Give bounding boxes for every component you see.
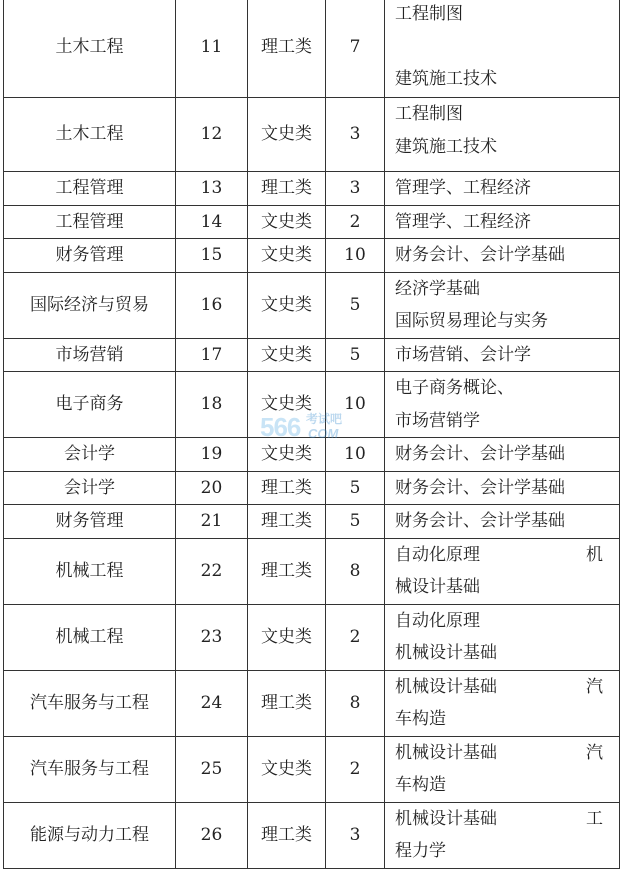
subject-text: 自动化原理 — [395, 544, 480, 565]
subject-line: 建筑施工技术 — [395, 136, 497, 157]
table-body — [4, 0, 620, 868]
subjects-cell — [385, 604, 620, 670]
subject-line — [395, 671, 603, 704]
subject-line: 市场营销、会计学 — [395, 344, 531, 365]
subject-text: 机械设计基础 — [395, 808, 497, 829]
code-cell: 25 — [176, 736, 248, 802]
subjects-cell — [385, 505, 620, 539]
table-row — [4, 205, 620, 239]
subject-line: 工程制图 — [395, 104, 463, 124]
subject-line: 程力学 — [395, 841, 446, 861]
major-cell: 土木工程 — [4, 98, 176, 172]
code-cell: 13 — [176, 172, 248, 206]
category-cell: 理工类 — [248, 538, 326, 604]
count-cell: 5 — [326, 471, 385, 505]
count-cell: 3 — [326, 98, 385, 172]
major-cell: 能源与动力工程 — [4, 802, 176, 868]
category-cell: 文史类 — [248, 736, 326, 802]
count-cell: 8 — [326, 538, 385, 604]
table-row — [4, 471, 620, 505]
table-row — [4, 670, 620, 736]
subject-line: 财务会计、会计学基础 — [395, 245, 565, 265]
subjects-cell — [385, 670, 620, 736]
admissions-table — [3, 0, 620, 869]
major-cell: 工程管理 — [4, 172, 176, 206]
table-row — [4, 172, 620, 206]
watermark-domain: COM — [308, 426, 339, 441]
subject-line: 车构造 — [395, 775, 446, 795]
table-row — [4, 505, 620, 539]
table-row — [4, 736, 620, 802]
subjects-cell — [385, 239, 620, 273]
major-cell: 机械工程 — [4, 538, 176, 604]
subject-text: 机械设计基础 — [395, 676, 497, 697]
table-row — [4, 538, 620, 604]
category-cell: 文史类 — [248, 372, 326, 438]
subject-line: 械设计基础 — [395, 577, 480, 597]
category-cell: 理工类 — [248, 471, 326, 505]
major-cell: 汽车服务与工程 — [4, 736, 176, 802]
code-cell: 24 — [176, 670, 248, 736]
subject-line: 建筑施工技术 — [395, 69, 497, 89]
category-cell: 文史类 — [248, 205, 326, 239]
code-cell: 11 — [176, 0, 248, 98]
count-cell: 2 — [326, 736, 385, 802]
subject-line: 车构造 — [395, 709, 446, 729]
subjects-cell — [385, 98, 620, 172]
category-cell: 文史类 — [248, 438, 326, 472]
subjects-cell — [385, 338, 620, 372]
subject-line: 管理学、工程经济 — [395, 211, 531, 232]
count-cell: 3 — [326, 802, 385, 868]
category-cell: 理工类 — [248, 670, 326, 736]
category-cell: 文史类 — [248, 239, 326, 273]
code-cell: 22 — [176, 538, 248, 604]
subject-line: 财务会计、会计学基础 — [395, 477, 565, 498]
subjects-cell — [385, 172, 620, 206]
subject-line — [395, 539, 603, 572]
code-cell: 23 — [176, 604, 248, 670]
subjects-cell — [385, 205, 620, 239]
subject-line: 国际贸易理论与实务 — [395, 311, 548, 331]
count-cell: 5 — [326, 338, 385, 372]
subject-line: 自动化原理 — [395, 610, 480, 631]
subject-line: 机械设计基础 — [395, 643, 497, 663]
subjects-cell — [385, 736, 620, 802]
category-cell: 理工类 — [248, 172, 326, 206]
table-row — [4, 802, 620, 868]
code-cell: 20 — [176, 471, 248, 505]
major-cell: 市场营销 — [4, 338, 176, 372]
table-row — [4, 438, 620, 472]
code-cell: 12 — [176, 98, 248, 172]
subjects-cell — [385, 471, 620, 505]
subjects-cell — [385, 272, 620, 338]
subject-line: 管理学、工程经济 — [395, 178, 531, 198]
code-cell: 17 — [176, 338, 248, 372]
subject-line: 财务会计、会计学基础 — [395, 444, 565, 464]
subjects-cell — [385, 538, 620, 604]
subject-line: 电子商务概论、 — [395, 378, 514, 398]
category-cell: 文史类 — [248, 604, 326, 670]
category-cell: 文史类 — [248, 98, 326, 172]
code-cell: 19 — [176, 438, 248, 472]
major-cell: 国际经济与贸易 — [4, 272, 176, 338]
major-cell: 会计学 — [4, 471, 176, 505]
subject-text-wrap: 汽 — [586, 742, 603, 763]
table-row — [4, 372, 620, 438]
count-cell: 10 — [326, 239, 385, 273]
count-cell: 8 — [326, 670, 385, 736]
subject-line: 市场营销学 — [395, 410, 480, 431]
count-cell: 5 — [326, 505, 385, 539]
subject-line — [395, 737, 603, 770]
subject-line: 工程制图 — [395, 4, 463, 24]
category-cell: 理工类 — [248, 505, 326, 539]
count-cell: 5 — [326, 272, 385, 338]
major-cell: 汽车服务与工程 — [4, 670, 176, 736]
category-cell: 文史类 — [248, 272, 326, 338]
code-cell: 14 — [176, 205, 248, 239]
code-cell: 26 — [176, 802, 248, 868]
count-cell: 2 — [326, 205, 385, 239]
subject-line: 经济学基础 — [395, 278, 480, 299]
code-cell: 21 — [176, 505, 248, 539]
watermark-text: 考试吧 — [306, 412, 343, 426]
category-cell: 理工类 — [248, 802, 326, 868]
table-row — [4, 604, 620, 670]
subjects-cell — [385, 0, 620, 98]
count-cell: 7 — [326, 0, 385, 98]
subject-text-wrap: 工 — [586, 808, 603, 829]
table-row — [4, 272, 620, 338]
table-row — [4, 0, 620, 98]
table-row — [4, 239, 620, 273]
subjects-cell — [385, 802, 620, 868]
major-cell: 电子商务 — [4, 372, 176, 438]
subjects-cell — [385, 372, 620, 438]
code-cell: 18 — [176, 372, 248, 438]
count-cell: 10 — [326, 438, 385, 472]
code-cell: 16 — [176, 272, 248, 338]
subject-line — [395, 803, 603, 836]
major-cell: 工程管理 — [4, 205, 176, 239]
table-row — [4, 98, 620, 172]
major-cell: 土木工程 — [4, 0, 176, 98]
count-cell: 10 — [326, 372, 385, 438]
table-row — [4, 338, 620, 372]
code-cell: 15 — [176, 239, 248, 273]
subject-text-wrap: 汽 — [586, 676, 603, 697]
subject-line: 财务会计、会计学基础 — [395, 511, 565, 531]
category-cell: 理工类 — [248, 0, 326, 98]
major-cell: 财务管理 — [4, 239, 176, 273]
watermark-number: 566 — [260, 412, 301, 442]
count-cell: 3 — [326, 172, 385, 206]
major-cell: 会计学 — [4, 438, 176, 472]
count-cell: 2 — [326, 604, 385, 670]
major-cell: 机械工程 — [4, 604, 176, 670]
major-cell: 财务管理 — [4, 505, 176, 539]
subject-text: 机械设计基础 — [395, 742, 497, 763]
subjects-cell — [385, 438, 620, 472]
category-cell: 文史类 — [248, 338, 326, 372]
subject-text-wrap: 机 — [586, 544, 603, 565]
